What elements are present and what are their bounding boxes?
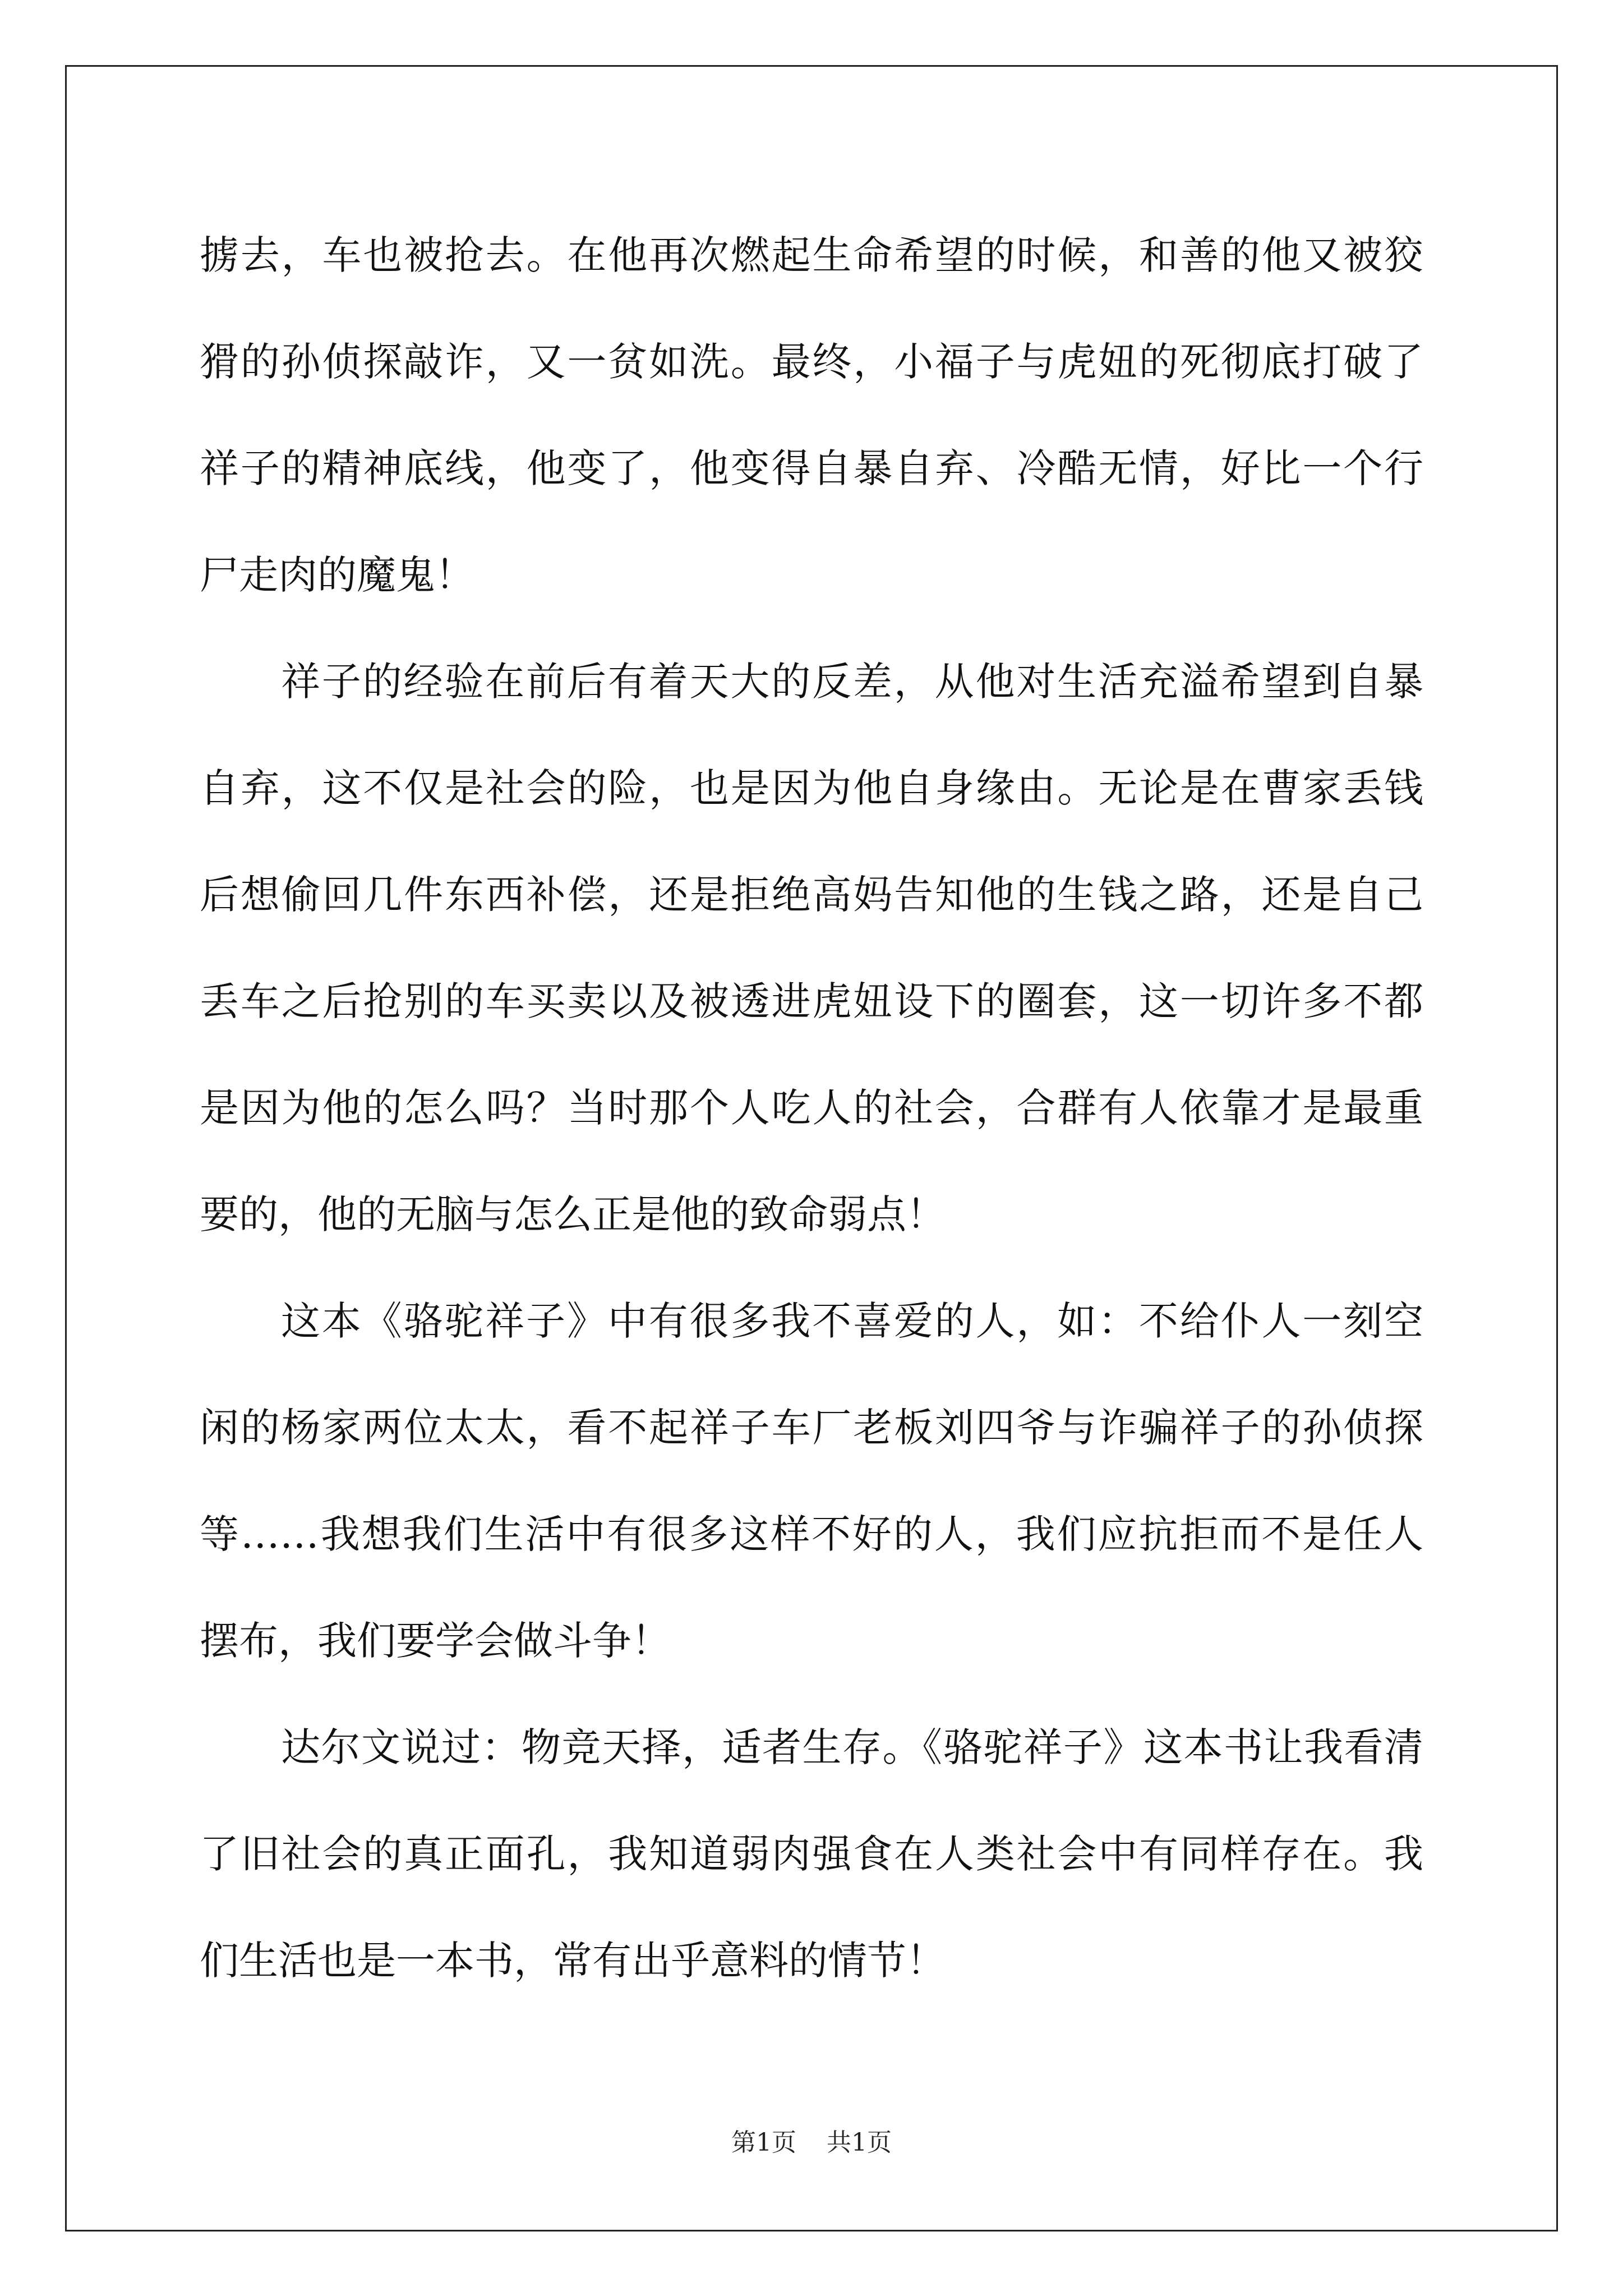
page-total: 共1页 [827,2128,892,2157]
text-line: 要的，他的无脑与怎么正是他的致命弱点！ [200,1191,946,1237]
text-line: 尸走肉的魔鬼！ [200,552,474,598]
text-line: 后想偷回几件东西补偿，还是拒绝高妈告知他的生钱之路，还是自己 [200,872,1423,918]
text-line: 们生活也是一本书，常有出乎意料的情节！ [200,1938,946,1984]
paragraph [200,628,1423,1268]
text-line: 祥子的经验在前后有着天大的反差，从他对生活充溢希望到自暴 [281,659,1423,705]
page-footer [0,2126,1623,2160]
paragraph [200,1268,1423,1694]
document-body [200,202,1423,2014]
paragraph [200,1694,1423,2014]
text-line: 等……我想我们生活中有很多这样不好的人，我们应抗拒而不是任人 [200,1511,1423,1557]
text-line: 是因为他的怎么吗？当时那个人吃人的社会，合群有人依靠才是最重 [200,1085,1423,1131]
text-line: 掳去，车也被抢去。在他再次燃起生命希望的时候，和善的他又被狡 [200,232,1423,278]
text-line: 摆布，我们要学会做斗争！ [200,1618,671,1664]
text-line: 祥子的精神底线，他变了，他变得自暴自弃、冷酷无情，好比一个行 [200,445,1423,491]
text-line: 达尔文说过：物竞天择，适者生存。《骆驼祥子》这本书让我看清 [281,1724,1423,1770]
text-line: 了旧社会的真正面孔，我知道弱肉强食在人类社会中有同样存在。我 [200,1831,1423,1877]
text-line: 丢车之后抢别的车买卖以及被透进虎妞设下的圈套，这一切许多不都 [200,978,1423,1024]
text-line: 这本《骆驼祥子》中有很多我不喜爱的人，如：不给仆人一刻空 [281,1298,1423,1344]
page-number: 第1页 [731,2128,796,2157]
text-line: 闲的杨家两位太太，看不起祥子车厂老板刘四爷与诈骗祥子的孙侦探 [200,1405,1423,1451]
text-line: 猾的孙侦探敲诈，又一贫如洗。最终，小福子与虎妞的死彻底打破了 [200,339,1423,385]
paragraph [200,202,1423,628]
text-line: 自弃，这不仅是社会的险，也是因为他自身缘由。无论是在曹家丢钱 [200,765,1423,811]
